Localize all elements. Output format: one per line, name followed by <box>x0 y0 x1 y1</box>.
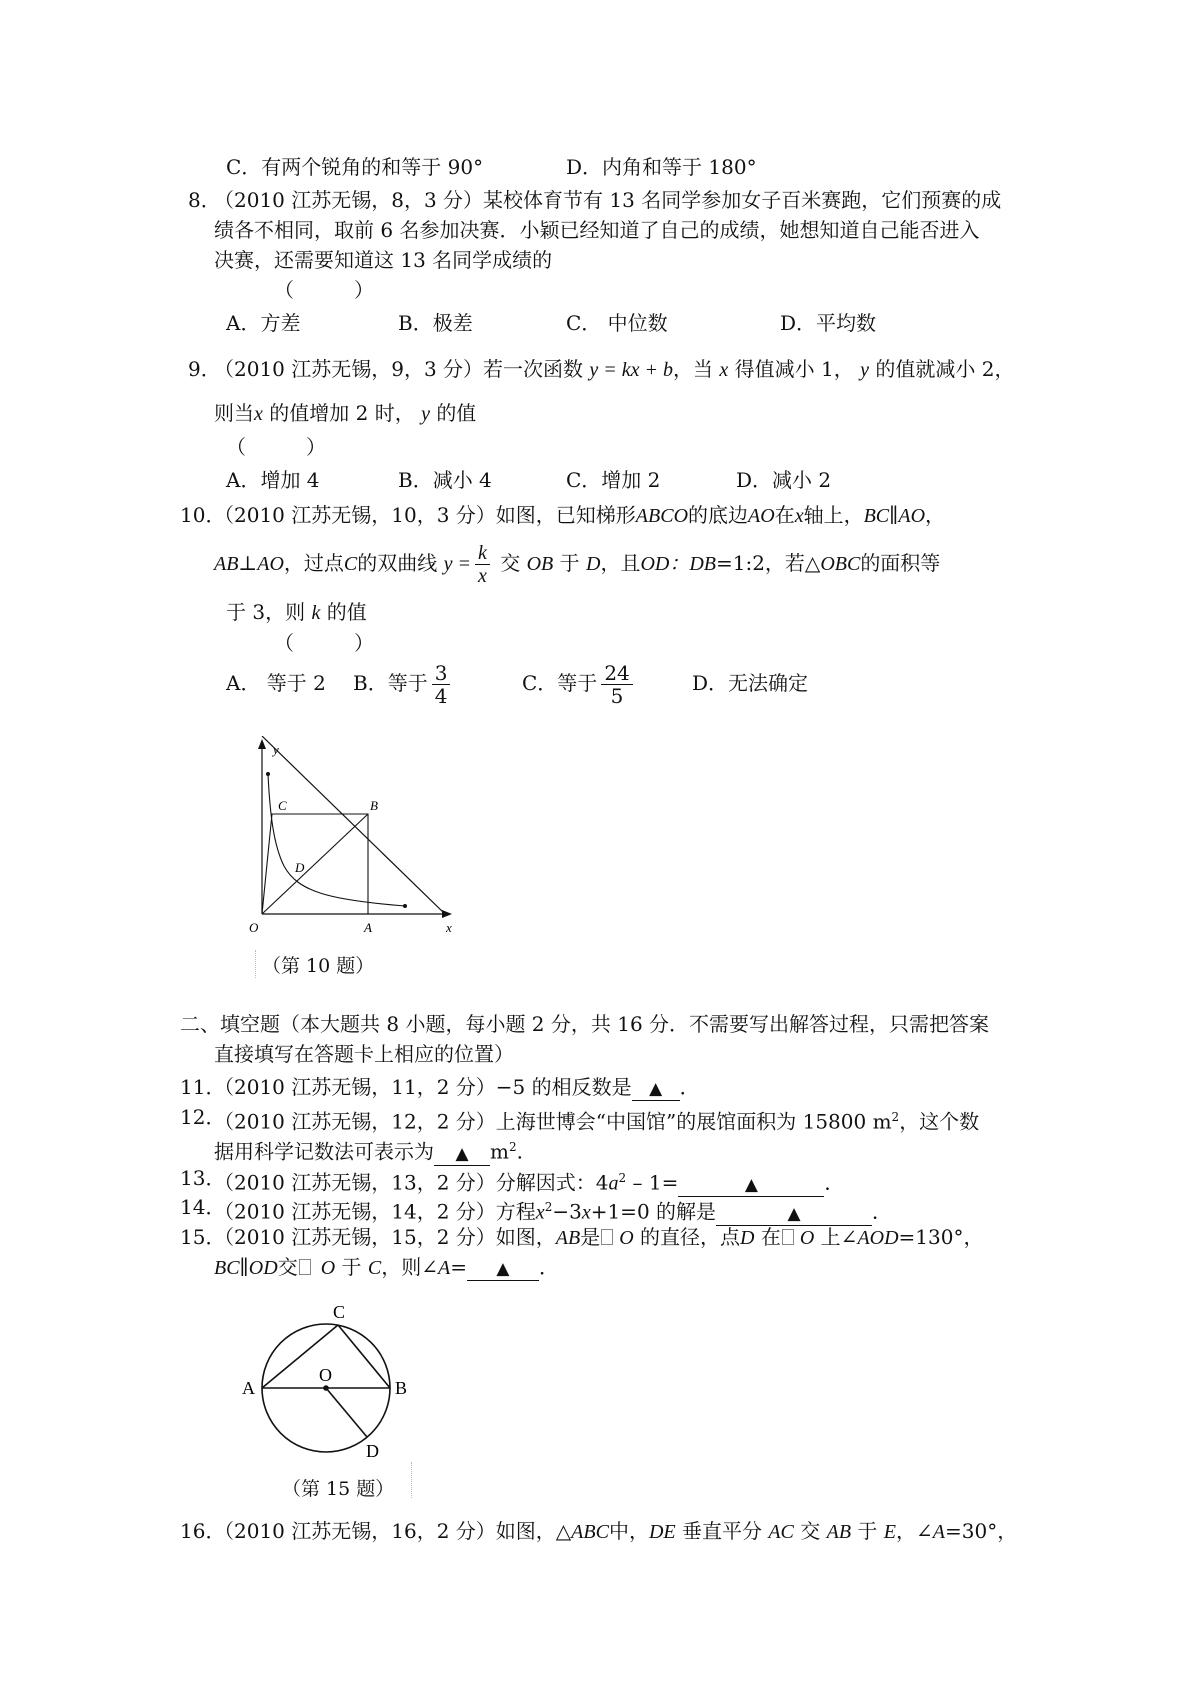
q15-circle-symbol-3 <box>299 1259 311 1275</box>
q14-line <box>214 1194 892 1226</box>
q15-line2-d: = <box>450 1255 467 1279</box>
q10-caption: （第 10 题） <box>262 955 375 977</box>
q9-suffix: 的值就减小 2， <box>875 357 1015 381</box>
q10-x-axis-line <box>262 736 445 914</box>
q16-a-angle: A <box>932 1521 945 1543</box>
q10-line1-e: ， <box>925 503 946 527</box>
q15-o-1: O <box>619 1227 634 1249</box>
q15-end: ． <box>538 1255 559 1279</box>
q10-line1-d: 轴上， <box>803 503 864 527</box>
q15-label-a: A <box>242 1378 255 1398</box>
q10-x-arrow <box>442 910 452 918</box>
q10-option-b <box>353 658 454 708</box>
q10-diagonal-ob <box>262 814 368 914</box>
q9-option-d: D．减小 2 <box>736 468 832 492</box>
q15-o-2: O <box>799 1227 815 1249</box>
q7-option-d: D．内角和等于 180° <box>566 155 757 179</box>
q10-number: 10． <box>180 503 226 527</box>
q16-a: （2010 江苏无锡，16，2 分）如图，△ <box>214 1519 572 1543</box>
q10-label-o: O <box>249 920 259 935</box>
q15-label-d: D <box>366 1441 379 1461</box>
q15-line1-b: 是 <box>580 1225 601 1249</box>
q15-label-c: C <box>333 1302 346 1322</box>
q8-answer-paren: （ ） <box>274 278 374 302</box>
q10-k-over-x <box>475 542 490 587</box>
q10-figure <box>240 736 460 936</box>
q16-b: 中， <box>608 1519 649 1543</box>
q10-option-c-pre: C．等于 <box>522 671 598 695</box>
q10-line3-a: 于 3，则 <box>226 600 306 624</box>
q10-option-b-frac <box>432 662 451 707</box>
q15-number: 15． <box>180 1225 226 1249</box>
q10-options <box>226 658 326 708</box>
q10-line2-a: ，过点 <box>283 551 344 575</box>
q13-answer-blank[interactable]: ▲ <box>678 1174 824 1197</box>
q15-line1-e: 上∠ <box>820 1225 858 1249</box>
q9-line2-x: x <box>254 403 263 425</box>
q10-line2-f: 的面积等 <box>860 551 941 575</box>
q11-answer-blank[interactable]: ▲ <box>632 1078 680 1101</box>
q13-sup: 2 <box>618 1171 627 1185</box>
q16-f: ，∠ <box>896 1519 933 1543</box>
q8-option-b: B．极差 <box>398 311 473 335</box>
q10-x-axis: x <box>794 505 804 527</box>
q15-center-dot <box>323 1385 329 1391</box>
q12-line2-text: 据用科学记数法可表示为 <box>214 1139 434 1164</box>
q10-label-a: A <box>364 920 372 935</box>
q12-line2 <box>214 1134 523 1166</box>
q10-frac-k: k <box>475 542 490 565</box>
q9-line2 <box>214 400 476 427</box>
q10-obc: OBC <box>820 553 861 575</box>
q16-abc: ABC <box>571 1521 609 1543</box>
q9-option-c: C．增加 2 <box>566 468 661 492</box>
q10-line2-b: 的双曲线 <box>357 551 438 575</box>
q14-end: ． <box>872 1199 893 1224</box>
q10-option-b-num: 3 <box>432 662 451 685</box>
q10-line3-b: 的值 <box>326 600 367 624</box>
q9-x: x <box>719 359 729 381</box>
q10-abco: ABCO <box>635 505 689 527</box>
q15-circle-symbol-1 <box>601 1229 613 1245</box>
q10-option-c-frac <box>601 662 632 707</box>
q16-e-point: E <box>883 1521 896 1543</box>
q9-y: y <box>860 359 869 381</box>
q13-text: （2010 江苏无锡，13，2 分）分解因式：4 <box>214 1170 609 1195</box>
q14-rest: +1=0 的解是 <box>590 1199 717 1224</box>
q10-line2 <box>214 538 940 589</box>
q10-line2-d: 于 <box>559 551 580 575</box>
q10-answer-paren: （ ） <box>274 631 374 655</box>
section2-line2: 直接填写在答题卡上相应的位置） <box>214 1042 514 1066</box>
q15-line1-d: 在 <box>760 1225 781 1249</box>
q10-label-d: D <box>295 860 305 875</box>
q10-line3 <box>226 599 367 626</box>
q13-a: a <box>608 1172 619 1195</box>
q15-d: D <box>740 1227 755 1249</box>
q12-sup1: 2 <box>891 1110 900 1124</box>
q9-formula: y = kx + b <box>589 359 674 381</box>
q8-line3: 决赛，还需要知道这 13 名同学成绩的 <box>214 248 553 272</box>
q10-line2-e: ，且 <box>600 551 641 575</box>
q14-number: 14． <box>180 1195 226 1219</box>
q16-line <box>214 1518 1017 1545</box>
q7-option-c: C．有两个锐角的和等于 90° <box>226 155 484 179</box>
q10-label-y: y <box>273 742 279 757</box>
q14-text: （2010 江苏无锡，14，2 分）方程 <box>214 1199 536 1224</box>
q10-od-db: OD：DB <box>640 553 716 575</box>
q10-hyperbola-start-dot <box>266 772 270 776</box>
q12-number: 12． <box>180 1105 226 1129</box>
q15-line1-c: 的直径，点 <box>640 1225 741 1249</box>
q10-line1-b: 的底边 <box>688 503 749 527</box>
q16-number: 16． <box>180 1519 226 1543</box>
q15-caption: （第 15 题） <box>282 1478 395 1500</box>
q10-line1 <box>214 502 945 529</box>
q15-label-o: O <box>319 1365 332 1385</box>
q9-line2-y: y <box>421 403 430 425</box>
q10-line1-c: 在 <box>774 503 795 527</box>
q12-unit: m <box>490 1139 509 1164</box>
q9-line2-suf: 的值 <box>436 401 477 425</box>
q10-ao: AO <box>748 505 775 527</box>
q10-option-b-pre: B．等于 <box>353 671 428 695</box>
q12-line1-text: （2010 江苏无锡，12，2 分）上海世博会“中国馆”的展馆面积为 15800 m <box>214 1109 892 1134</box>
q10-yeq: y = <box>443 553 471 575</box>
q9-prefix: （2010 江苏无锡，9，3 分）若一次函数 <box>214 357 584 381</box>
q11-text: （2010 江苏无锡，11，2 分）−5 的相反数是 <box>214 1075 632 1099</box>
q8-option-c: C． 中位数 <box>566 311 668 335</box>
q16-de: DE <box>648 1521 676 1543</box>
q14-x2: x <box>581 1201 591 1224</box>
q15-radius-od <box>326 1388 367 1437</box>
q10-point-c: C <box>343 553 358 575</box>
q8-line1: （2010 江苏无锡，8，3 分）某校体育节有 13 名同学参加女子百米赛跑，它们预赛的成 <box>214 188 1002 212</box>
q15-answer-blank[interactable]: ▲ <box>467 1258 539 1281</box>
q15-line2-c: ，则∠ <box>381 1255 438 1279</box>
q13-end: ． <box>824 1170 845 1195</box>
q10-ob: OB <box>526 553 554 575</box>
q10-point-d: D <box>585 553 601 575</box>
q12-line1-end: ，这个数 <box>899 1109 980 1134</box>
q16-ac: AC <box>768 1521 794 1543</box>
q10-line2-c: 交 <box>500 551 521 575</box>
q9-line2-mid: 的值增加 2 时， <box>269 401 415 425</box>
q15-ab: AB <box>555 1227 581 1249</box>
q10-y-arrow <box>258 739 266 749</box>
q9-number: 9． <box>188 357 221 381</box>
q10-line1-a: （2010 江苏无锡，10，3 分）如图，已知梯形 <box>214 503 636 527</box>
q8-line2: 绩各不相同，取前 6 名参加决赛．小颖已经知道了自己的成绩，她想知道自己能否进入 <box>214 218 980 242</box>
q10-option-c <box>522 658 637 708</box>
q10-ratio: =1:2，若△ <box>715 551 821 575</box>
q8-number: 8． <box>188 188 221 212</box>
q10-option-c-den: 5 <box>610 684 624 708</box>
section2-line1: 二、填空题（本大题共 8 小题，每小题 2 分，共 16 分．不需要写出解答过程，只需把答案 <box>180 1012 990 1036</box>
q9-option-a: A．增加 4 <box>226 468 320 492</box>
q8-option-d: D．平均数 <box>780 311 877 335</box>
q9-option-b: B．减小 4 <box>398 468 492 492</box>
q15-c: C <box>367 1257 382 1279</box>
q9-line1 <box>214 356 1014 383</box>
q10-bc-parallel-ao: BC∥AO <box>863 505 926 527</box>
q9-mid: ，当 <box>673 357 714 381</box>
q13-number: 13． <box>180 1166 226 1190</box>
q12-answer-blank[interactable]: ▲ <box>434 1143 490 1166</box>
q9-mid2: 得值减小 1， <box>734 357 854 381</box>
q14-sup: 2 <box>544 1200 553 1214</box>
q15-bc-parallel-od: BC∥OD <box>214 1257 278 1279</box>
q15-line2-a: 交 <box>277 1255 298 1279</box>
q12-end: . <box>516 1139 523 1164</box>
q10-frac-x: x <box>477 565 487 587</box>
q10-caption-rule <box>255 950 256 978</box>
q10-line3-k: k <box>311 602 321 624</box>
q15-circle-symbol-2 <box>782 1229 794 1245</box>
q16-g: =30°， <box>944 1519 1018 1543</box>
q14-mid: −3 <box>552 1199 582 1224</box>
q10-ab-perp-ao: AB⊥AO <box>214 553 284 575</box>
q15-figure <box>238 1300 413 1470</box>
q13-rest: – 1= <box>626 1170 679 1195</box>
q14-answer-blank[interactable]: ▲ <box>716 1203 872 1226</box>
q16-ab: AB <box>826 1521 852 1543</box>
q10-option-c-num: 24 <box>601 662 632 685</box>
q15-line2-b: 于 <box>341 1255 362 1279</box>
q13-line <box>214 1165 844 1197</box>
q11-number: 11． <box>180 1075 226 1099</box>
q10-label-c: C <box>278 798 287 813</box>
q10-label-b: B <box>370 798 378 813</box>
q10-hyperbola <box>268 774 405 906</box>
q10-option-b-den: 4 <box>434 684 448 708</box>
q15-line1 <box>214 1224 983 1251</box>
q10-label-x: x <box>446 920 452 935</box>
q15-o-3: O <box>320 1257 336 1279</box>
q16-e: 于 <box>857 1519 878 1543</box>
q8-option-a: A．方差 <box>226 311 301 335</box>
q15-line2 <box>214 1254 559 1281</box>
q14-x1: x <box>535 1201 545 1224</box>
q15-caption-rule <box>411 1462 412 1498</box>
q12-line1 <box>214 1104 979 1135</box>
q15-line1-f: =130°， <box>898 1225 984 1249</box>
q12-sup2: 2 <box>508 1140 517 1154</box>
q9-answer-paren: （ ） <box>226 435 326 459</box>
q15-a-angle: A <box>437 1257 451 1279</box>
q15-label-b: B <box>395 1378 408 1398</box>
q10-option-d: D．无法确定 <box>692 671 809 695</box>
q15-aod: AOD <box>857 1227 899 1249</box>
q16-d: 交 <box>800 1519 821 1543</box>
q11-line <box>214 1074 700 1101</box>
q16-c: 垂直平分 <box>681 1519 762 1543</box>
q10-option-a: A． 等于 2 <box>226 671 326 695</box>
q9-line2-pre: 则当 <box>214 401 254 425</box>
q15-line1-a: （2010 江苏无锡，15，2 分）如图， <box>214 1225 556 1249</box>
q10-hyperbola-end-dot <box>403 904 407 908</box>
q11-end: ． <box>679 1075 700 1099</box>
